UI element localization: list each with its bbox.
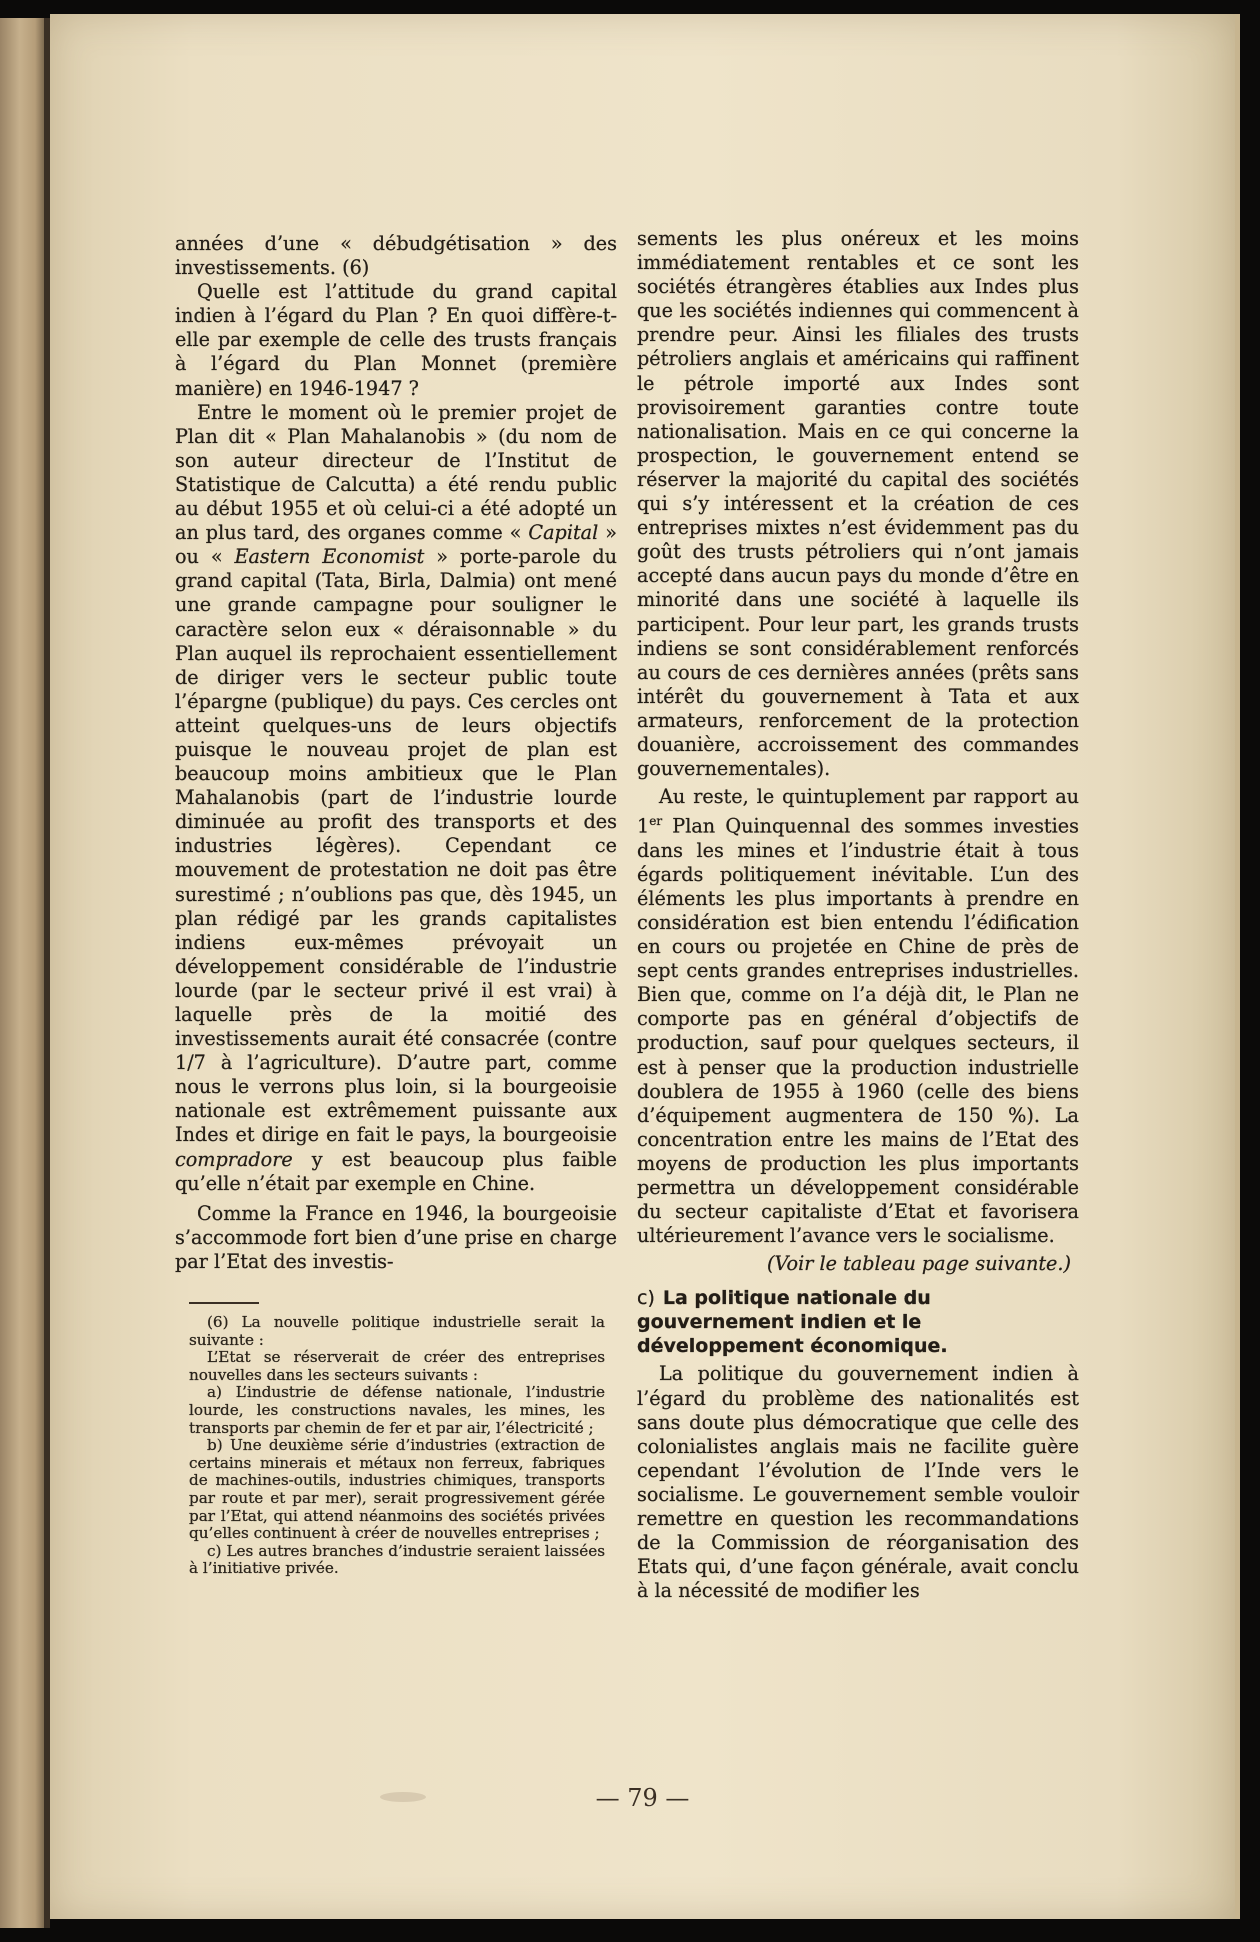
footnote-line: a) L’industrie de défense nationale, l’industrie lourde, les constructions navales, les mines, les transports par chemin de fer et par air, l’électricité ; [189,1383,605,1437]
page-number: — 79 — [595,1784,690,1812]
paragraph: Comme la France en 1946, la bourgeoisie s’accommode fort bien d’une prise en charge par l’Etat des investis- [175,1201,617,1273]
footnote [175,1314,617,1578]
right-column [637,227,1079,1603]
book-page [50,14,1240,1919]
paragraph: sements les plus onéreux et les moins immédiatement rentables et ce sont les sociétés étrangères établies aux Indes plus que les sociétés indiennes qui commencent à prendre peur. Ainsi les filiales des trusts pétroliers anglais et américains qui raffinent le pétrole importé aux Indes sont provisoirement garanties contre toute nationalisation. Mais en ce qui concerne la prospection, le gouvernement entend se réserver la majorité du capital des sociétés qui s’y intéressent et la création de ces entreprises mixtes n’est évidemment pas du goût des trusts pétroliers qui n’ont jamais accepté dans aucun pays du monde d’être en minorité dans une société à laquelle ils participent. Pour leur part, les grands trusts indiens se sont considérablement renforcés au cours de ces dernières années (prêts sans intérêt du gouvernement à Tata et aux armateurs, renforcement de la protection douanière, accroissement des commandes gouvernementales). [637,227,1079,781]
paragraph: années d’une « débudgétisation » des investissements. (6) [175,232,617,280]
footnote-line: L’Etat se réserverait de créer des entreprises nouvelles dans les secteurs suivants : [189,1348,605,1384]
table-reference: (Voir le tableau page suivante.) [766,1252,1071,1276]
left-column [175,232,617,1578]
paragraph: Au reste, le quintuplement par rapport au 1er Plan Quinquennal des sommes investies dans les mines et l’industrie était à tous égards politiquement inévitable. L’un des éléments les plus importants à prendre en considération est bien entendu l’édification en cours ou projetée en Chine de près de sept cents grandes entreprises industrielles. Bien que, comme on l’a déjà dit, le Plan ne comporte pas en général d’objectifs de production, sauf pour quelques secteurs, il est à penser que la production industrielle doublera de 1955 à 1960 (celle des biens d’équipement augmentera de 150 %). La concentration entre les mains de l’Etat des moyens de production les plus importants permettra un développement considérable du secteur capitaliste d’Etat et favorisera ultérieurement l’avance vers le socialisme. [637,785,1079,1248]
footnote-line: b) Une deuxième série d’industries (extraction de certains minerais et métaux non ferreux, fabriques de machines-outils, industries chimiques, transports par route et par mer), serait progressivement gérée par l’Etat, qui attend néanmoins des sociétés privées qu’elles continuent à créer de nouvelles entreprises ; [189,1436,605,1543]
paragraph: Quelle est l’attitude du grand capital indien à l’égard du Plan ? En quoi diffère-t-elle par exemple de celle des trusts français à l’égard du Plan Monnet (première manière) en 1946-1947 ? [175,280,617,400]
paragraph: Entre le moment où le premier projet de Plan dit « Plan Mahalanobis » (du nom de son auteur directeur de l’Institut de Statistique de Calcutta) a été rendu public au début 1955 et où celui-ci a été adopté un an plus tard, des organes comme « Capital » ou « Eastern Economist » porte-parole du grand capital (Tata, Birla, Dalmia) ont mené une grande campagne pour souligner le caractère selon eux « déraisonnable » du Plan auquel ils reprochaient essentiellement de diriger vers le secteur public toute l’épargne (publique) du pays. Ces cercles ont atteint quelques-uns de leurs objectifs puisque le nouveau projet de plan est beaucoup moins ambitieux que le Plan Mahalanobis (part de l’industrie lourde diminuée au profit des transports et des industries légères). Cependant ce mouvement de protestation ne doit pas être surestimé ; n’oublions pas que, dès 1945, un plan rédigé par les grands capitalistes indiens eux-mêmes prévoyait un développement considérable de l’industrie lourde (par le secteur privé il est vrai) à laquelle près de la moitié des investissements aurait été consacrée (contre 1/7 à l’agriculture). D’autre part, comme nous le verrons plus loin, si la bourgeoisie nationale est extrêmement puissante aux Indes et dirige en fait le pays, la bourgeoisie compradore y est beaucoup plus faible qu’elle n’était par exemple en Chine. [175,400,617,1195]
footnote-line: c) Les autres branches d’industrie seraient laissées à l’initiative privée. [189,1541,605,1578]
facing-page-edge [0,18,44,1928]
section-heading: c) La politique nationale du gouvernement indien et le développement économique. [637,1287,948,1358]
paragraph: La politique du gouvernement indien à l’égard du problème des nationalités est sans doute plus démocratique que celle des colonialistes anglais mais ne facilite guère cependant l’évolution de l’Inde vers le socialisme. Le gouvernement semble vouloir remettre en question les recommandations de la Commission de réorganisation des Etats qui, d’une façon générale, avait conclu à la nécessité de modifier les [637,1362,1079,1603]
footnote-line: (6) La nouvelle politique industrielle serait la suivante : [189,1313,605,1349]
footnote-separator [189,1302,259,1304]
